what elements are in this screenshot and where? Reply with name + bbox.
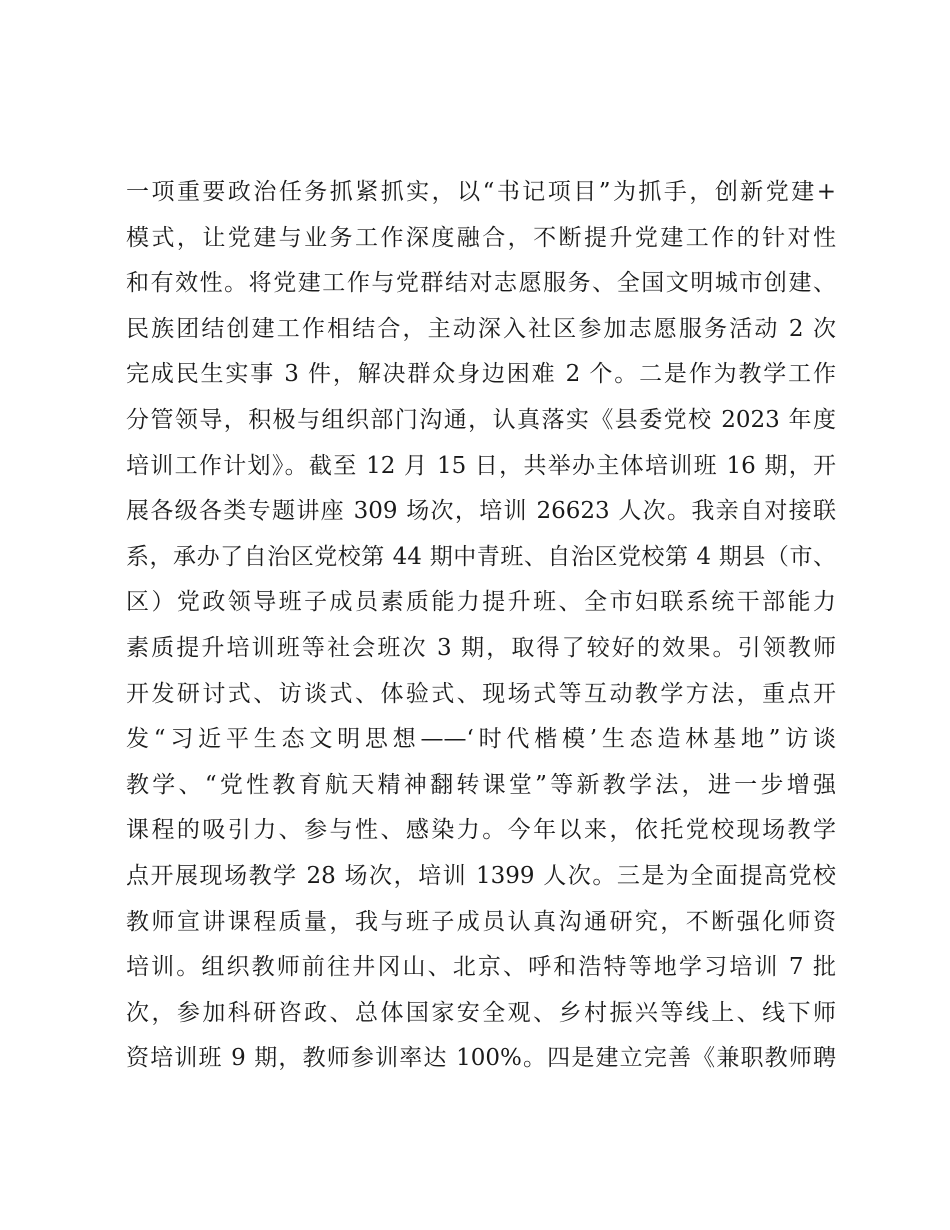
- text-line: 培训。组织教师前往井冈山、北京、呼和浩特等地学习培训 7 批: [126, 954, 836, 981]
- text-line: 民族团结创建工作相结合，主动深入社区参加志愿服务活动 2 次: [126, 315, 836, 342]
- body-paragraph: [126, 170, 846, 1082]
- text-line: 次，参加科研咨政、总体国家安全观、乡村振兴等线上、线下师: [126, 999, 836, 1026]
- text-line: 开发研讨式、访谈式、体验式、现场式等互动教学方法，重点开: [126, 680, 836, 707]
- text-line: 点开展现场教学 28 场次，培训 1399 人次。三是为全面提高党校: [126, 862, 836, 889]
- text-line: 系，承办了自治区党校第 44 期中青班、自治区党校第 4 期县（市、: [126, 543, 836, 570]
- text-line: 区）党政领导班子成员素质能力提升班、全市妇联系统干部能力: [126, 589, 836, 616]
- text-line: 发“习近平生态文明思想——‘时代楷模’生态造林基地”访谈: [126, 726, 836, 753]
- text-line: 培训工作计划》。截至 12 月 15 日，共举办主体培训班 16 期，开: [126, 452, 836, 479]
- text-line: 和有效性。将党建工作与党群结对志愿服务、全国文明城市创建、: [126, 270, 836, 297]
- text-line: 教学、“党性教育航天精神翻转课堂”等新教学法，进一步增强: [126, 771, 836, 798]
- text-line: 展各级各类专题讲座 309 场次，培训 26623 人次。我亲自对接联: [126, 498, 836, 525]
- text-line: 模式，让党建与业务工作深度融合，不断提升党建工作的针对性: [126, 224, 836, 251]
- text-line: 一项重要政治任务抓紧抓实，以“书记项目”为抓手，创新党建+: [126, 179, 836, 205]
- text-line: 资培训班 9 期，教师参训率达 100%。四是建立完善《兼职教师聘: [126, 1045, 836, 1072]
- text-line: 课程的吸引力、参与性、感染力。今年以来，依托党校现场教学: [126, 817, 836, 844]
- text-line: 教师宣讲课程质量，我与班子成员认真沟通研究，不断强化师资: [126, 908, 836, 935]
- text-line: 分管领导，积极与组织部门沟通，认真落实《县委党校 2023 年度: [126, 406, 836, 433]
- text-line: 素质提升培训班等社会班次 3 期，取得了较好的效果。引领教师: [126, 634, 836, 661]
- text-line: 完成民生实事 3 件，解决群众身边困难 2 个。二是作为教学工作: [126, 361, 836, 388]
